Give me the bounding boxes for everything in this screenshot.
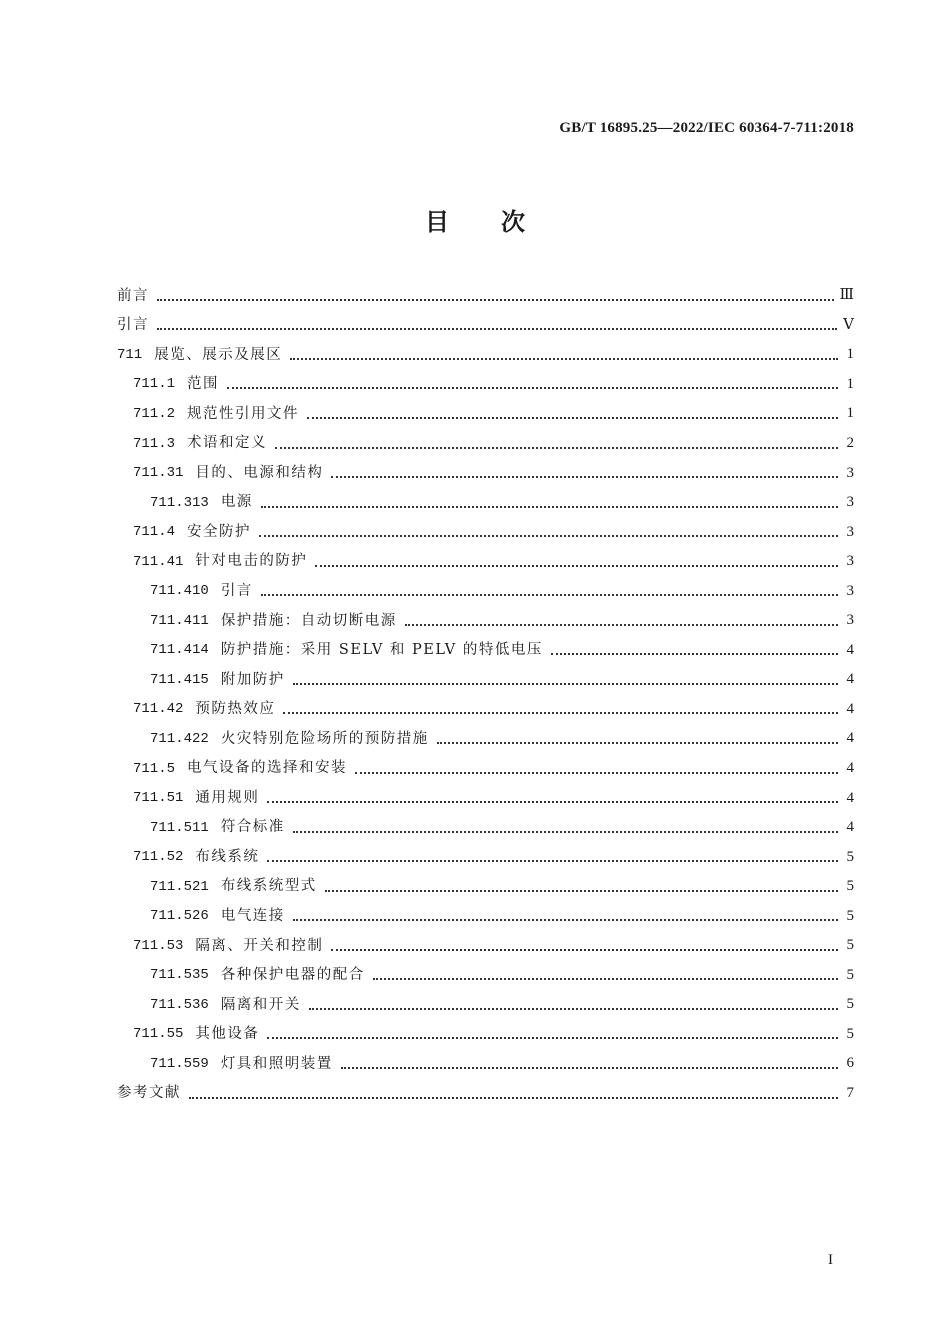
toc-entry-label: 符合标准 [220,819,285,836]
toc-entry-label: 防护措施：采用 SELV 和 PELV 的特低电压 [220,642,543,659]
toc-entry-page: 3 [846,523,854,540]
toc-entry-label: 各种保护电器的配合 [220,967,365,984]
page-title [0,202,950,237]
toc-entry-label: 针对电击的防护 [195,553,308,570]
toc-entry-number: 711.422 [150,730,209,747]
toc-entry-label: 术语和定义 [187,435,268,452]
toc-entry-page: 4 [846,671,854,688]
dot-leader [373,978,838,980]
toc-entry-page: 4 [846,641,854,658]
toc-entry-number: 711.511 [150,819,209,836]
toc-entry-label: 通用规则 [195,789,260,806]
toc-entry-page: 6 [846,1055,854,1072]
toc-entry-label: 范围 [187,376,220,393]
toc-entry-page: 4 [846,819,854,836]
dot-leader [283,712,838,714]
toc-entry[interactable] [117,783,854,813]
toc-entry[interactable] [117,399,854,429]
toc-entry-number: 711.42 [133,701,184,718]
toc-entry-page: 1 [846,346,854,363]
toc-entry-page: 3 [846,582,854,599]
toc-entry-number: 711.2 [133,405,176,422]
toc-entry[interactable] [117,665,854,695]
toc-entry-page: 5 [846,996,854,1013]
toc-entry-number: 711.415 [150,671,209,688]
toc-entry-number: 711.55 [133,1026,184,1043]
dot-leader [259,535,838,537]
toc-entry[interactable] [117,754,854,784]
toc-entry[interactable] [117,961,854,991]
toc-entry-page: 5 [846,878,854,895]
toc-entry-number: 711.526 [150,908,209,925]
toc-entry[interactable] [117,636,854,666]
title-char-1: 目 [425,208,449,236]
toc-entry-label: 目的、电源和结构 [195,464,324,481]
toc-entry-number: 711.4 [133,524,176,541]
dot-leader [261,506,838,508]
dot-leader [293,683,838,685]
toc-entry[interactable] [117,576,854,606]
toc-entry[interactable] [117,724,854,754]
toc-entry-number: 711.53 [133,937,184,954]
toc-entry-label: 电气连接 [220,908,285,924]
toc-entry-number: 711 [117,346,143,363]
toc-entry-label: 前言 [117,287,149,304]
toc-entry-page: 3 [846,553,854,570]
toc-entry-label: 灯具和照明装置 [220,1055,333,1072]
toc-entry[interactable] [117,429,854,459]
toc-entry-label: 参考文献 [117,1085,181,1102]
toc-entry-page: 7 [846,1085,854,1102]
dot-leader [341,1067,838,1069]
page-number: I [828,1252,833,1268]
dot-leader [290,358,838,360]
dot-leader [227,387,838,389]
toc-entry-label: 展览、展示及展区 [154,346,283,363]
toc-entry[interactable] [117,813,854,843]
dot-leader [551,653,838,655]
toc-entry-number: 711.414 [150,642,209,659]
toc-entry-number: 711.52 [133,849,184,866]
toc-entry-page: 3 [846,464,854,481]
toc-entry-number: 711.1 [133,376,176,393]
toc-entry[interactable] [117,311,854,341]
toc-entry[interactable] [117,340,854,370]
toc-entry-label: 布线系统型式 [220,878,317,895]
toc-entry-label: 引言 [220,582,253,599]
toc-entry[interactable] [117,458,854,488]
toc-entry[interactable] [117,842,854,872]
toc-entry-page: 5 [846,1025,854,1042]
toc-entry-label: 规范性引用文件 [187,405,300,422]
dot-leader [267,860,838,862]
toc-entry[interactable] [117,370,854,400]
toc-entry-page: 5 [846,848,854,865]
dot-leader [267,1037,838,1039]
toc-entry[interactable] [117,1049,854,1079]
toc-entry-number: 711.521 [150,878,209,895]
table-of-contents [117,281,854,1108]
toc-entry-label: 预防热效应 [195,701,276,718]
dot-leader [293,919,838,921]
toc-entry[interactable] [117,872,854,902]
dot-leader [437,742,838,744]
dot-leader [331,949,838,951]
toc-entry-number: 711.31 [133,465,184,482]
toc-entry-number: 711.411 [150,612,209,629]
dot-leader [275,447,838,449]
standard-code: GB/T 16895.25—2022/IEC 60364-7-711:2018 [559,120,854,136]
dot-leader [325,890,838,892]
title-char-2: 次 [501,208,525,236]
toc-entry-page: 4 [846,760,854,777]
toc-entry[interactable] [117,901,854,931]
toc-entry-page: 1 [846,405,854,422]
toc-entry-label: 隔离、开关和控制 [195,937,324,954]
toc-entry-label: 布线系统 [195,848,260,865]
dot-leader [405,624,838,626]
toc-entry-label: 隔离和开关 [220,996,301,1013]
dot-leader [309,1008,838,1010]
toc-entry[interactable] [117,695,854,725]
toc-entry[interactable] [117,931,854,961]
toc-entry-page: 3 [846,494,854,511]
toc-entry-label: 其他设备 [195,1026,260,1043]
toc-entry-label: 附加防护 [220,671,285,688]
toc-entry[interactable] [117,1079,854,1109]
dot-leader [261,594,838,596]
dot-leader [293,831,838,833]
toc-entry-label: 引言 [117,317,149,334]
toc-entry-number: 711.559 [150,1055,209,1072]
toc-entry-number: 711.51 [133,790,184,807]
toc-entry-page: 3 [846,612,854,629]
toc-entry-label: 保护措施：自动切断电源 [220,612,397,629]
toc-entry-page: 1 [846,375,854,392]
dot-leader [157,299,834,301]
toc-entry[interactable] [117,990,854,1020]
toc-entry-label: 电气设备的选择和安装 [187,760,348,777]
toc-entry-page: Ⅲ [839,287,854,304]
toc-entry[interactable] [117,1020,854,1050]
toc-entry-page: 2 [846,435,854,451]
dot-leader [307,417,838,419]
toc-entry[interactable] [117,281,854,311]
toc-entry-number: 711.410 [150,583,209,600]
toc-entry-number: 711.5 [133,760,176,777]
toc-entry-number: 711.535 [150,967,209,984]
toc-entry[interactable] [117,488,854,518]
toc-entry-label: 火灾特别危险场所的预防措施 [220,730,429,747]
toc-entry-page: 5 [846,937,854,954]
toc-entry-page: 5 [846,907,854,924]
toc-entry[interactable] [117,547,854,577]
dot-leader [267,801,838,803]
dot-leader [355,772,838,774]
toc-entry[interactable] [117,517,854,547]
toc-entry-page: 4 [846,789,854,806]
toc-entry-label: 安全防护 [187,523,252,540]
toc-entry-number: 711.536 [150,996,209,1013]
dot-leader [157,328,837,330]
toc-entry-page: 4 [846,700,854,717]
toc-entry-page: Ⅴ [843,316,854,333]
toc-entry-label: 电源 [220,494,253,511]
dot-leader [331,476,838,478]
toc-entry-number: 711.3 [133,435,176,452]
toc-entry[interactable] [117,606,854,636]
toc-entry-page: 5 [846,966,854,983]
toc-entry-number: 711.313 [150,494,209,511]
dot-leader [315,565,838,567]
toc-entry-page: 4 [846,730,854,747]
dot-leader [189,1097,838,1099]
toc-entry-number: 711.41 [133,553,184,570]
